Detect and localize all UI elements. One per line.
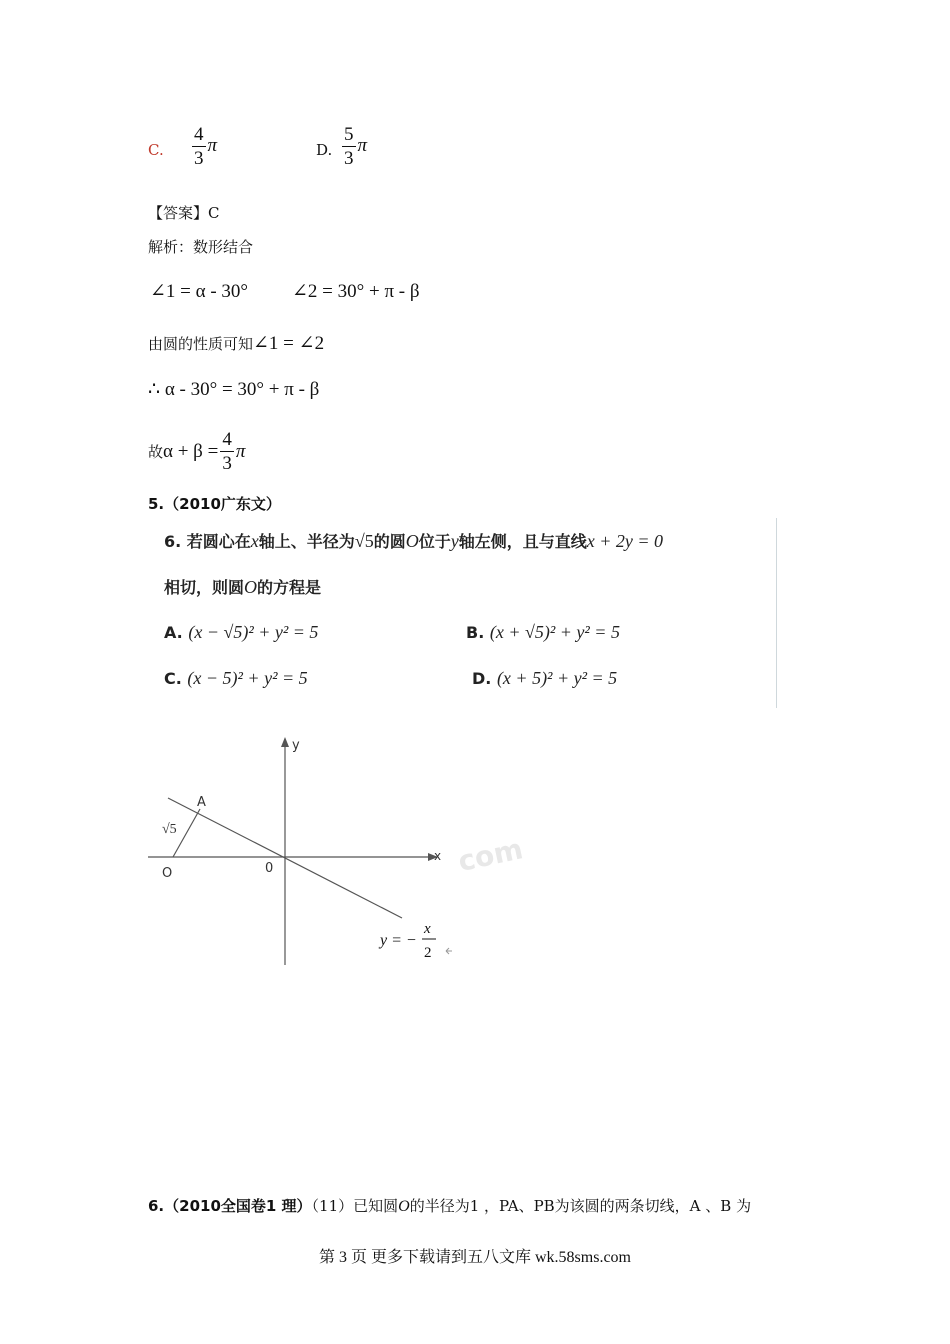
- q5-O-2: O: [244, 577, 258, 597]
- q5-opt-c: (x − 5)² + y² = 5: [187, 668, 308, 688]
- option-d-denominator: 3: [344, 148, 354, 169]
- question-6-heading: 6.（2010全国卷1 理）: [148, 1197, 312, 1215]
- coordinate-figure: [140, 725, 526, 970]
- question-5-image: [150, 518, 777, 708]
- line-label-lhs: y = −: [380, 932, 417, 949]
- option-c-numerator: 4: [194, 124, 204, 145]
- question-5-option-b: [466, 622, 620, 643]
- q5-text-a: 6. 若圆心在: [164, 532, 251, 551]
- q5-text-f: 相切，则圆: [164, 578, 245, 597]
- equation-angle-1: ∠1 = α - 30°: [150, 281, 249, 302]
- q5-text-b: 轴上、半径为: [258, 532, 355, 551]
- equation-5-denominator: 3: [222, 453, 232, 474]
- equation-5-fraction: [220, 430, 234, 473]
- equation-angle-2: ∠2 = 30° + π - β: [292, 281, 420, 302]
- q5-text-d: 位于: [418, 532, 451, 551]
- q5-sqrt5: √5: [354, 531, 374, 551]
- radius-segment: [173, 809, 200, 857]
- question-5-option-a: [164, 622, 318, 643]
- question-6-O: O: [398, 1198, 410, 1215]
- line-label-denominator: 2: [424, 945, 432, 961]
- question-5-option-d: [472, 668, 617, 689]
- label-sqrt5: √5: [162, 822, 177, 837]
- question-6-text-b: 的半径为1 ，PA、PB为该圆的两条切线，A 、B 为: [409, 1197, 752, 1215]
- q5-O: O: [405, 531, 419, 551]
- q5-opt-b: (x + √5)² + y² = 5: [489, 622, 620, 642]
- q5-x: x: [250, 531, 259, 551]
- option-c-value: [190, 125, 217, 168]
- figure-watermark: com: [455, 832, 526, 879]
- equation-5-prefix: 故: [148, 443, 164, 461]
- analysis-label: 解析：数形结合: [148, 238, 254, 256]
- question-5-line-1: [164, 529, 663, 552]
- equation-5-lhs: α + β =: [163, 440, 219, 462]
- q5-text-g: 的方程是: [257, 578, 322, 597]
- equation-5-line: [148, 430, 245, 473]
- q5-text-e: 轴左侧，且与直线: [458, 532, 587, 551]
- q5-opt-a-label: A.: [164, 623, 183, 642]
- question-6-line: [148, 1195, 751, 1216]
- option-c-denominator: 3: [194, 148, 204, 169]
- equation-5-pi: π: [235, 440, 246, 462]
- option-d-value: [340, 125, 367, 168]
- option-c-label: C.: [148, 141, 164, 159]
- q5-opt-d: (x + 5)² + y² = 5: [496, 668, 618, 688]
- y-axis-arrow: [281, 737, 289, 747]
- q5-line-equation: x + 2y = 0: [586, 531, 664, 551]
- q5-y: y: [450, 531, 459, 551]
- option-d-numerator: 5: [344, 124, 354, 145]
- line-label-numerator: x: [424, 921, 431, 937]
- equation-5-numerator: 4: [222, 429, 232, 450]
- option-c-pi: π: [207, 134, 218, 156]
- q5-opt-c-label: C.: [164, 669, 182, 688]
- label-origin: 0: [265, 861, 274, 876]
- label-x: x: [434, 849, 442, 863]
- q5-opt-b-label: B.: [466, 623, 485, 642]
- equation-3-line: [148, 332, 324, 355]
- question-5-option-c: [164, 668, 308, 689]
- q5-opt-a: (x − √5)² + y² = 5: [188, 622, 319, 642]
- page-footer: 第 3 页 更多下载请到五八文库 wk.58sms.com: [318, 1249, 631, 1266]
- return-mark-icon: [446, 948, 452, 954]
- q5-text-c: 的圆: [373, 532, 406, 551]
- equation-4: ∴ α - 30° = 30° + π - β: [148, 379, 320, 400]
- label-y: y: [292, 738, 300, 753]
- equation-3: ∠1 = ∠2: [253, 333, 325, 354]
- question-5-line-2: [164, 575, 321, 598]
- q5-opt-d-label: D.: [472, 669, 492, 688]
- answer-line: 【答案】C: [148, 204, 220, 222]
- question-6-text-a: （11）已知圆: [311, 1197, 399, 1215]
- equation-3-prefix: 由圆的性质可知: [148, 335, 254, 353]
- label-A: A: [197, 795, 206, 810]
- label-O: O: [162, 866, 173, 881]
- option-d-label: D.: [316, 141, 333, 159]
- question-5-heading: 5.（2010广东文）: [148, 495, 281, 513]
- option-d-pi: π: [357, 134, 368, 156]
